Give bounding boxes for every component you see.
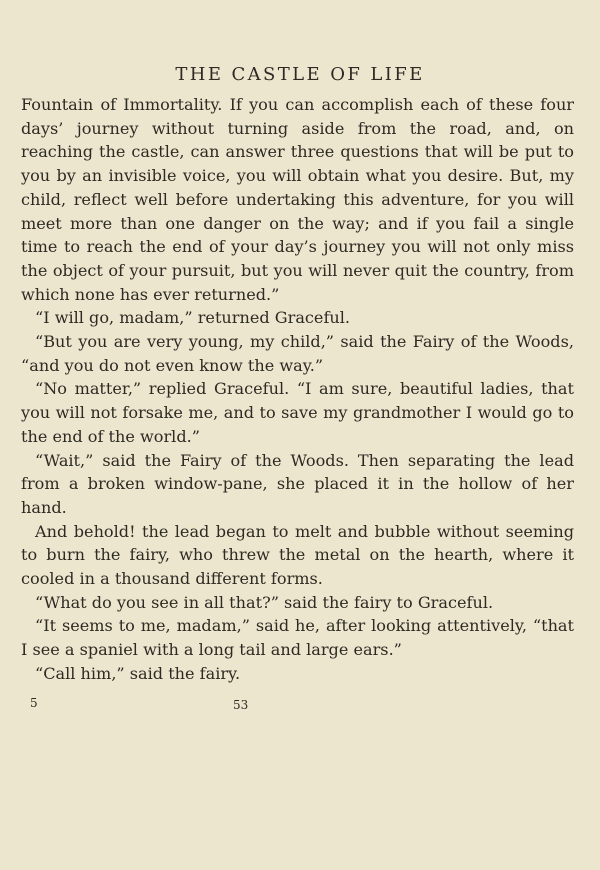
- paragraph: And behold! the lead began to melt and bubble without seeming to burn the fairy, who threw the metal on the hearth, where it cooled in a thousand different forms.: [21, 521, 574, 589]
- paragraph: “What do you see in all that?” said the fairy to Graceful.: [35, 592, 494, 612]
- paragraph: Fountain of Immortality. If you can accomplish each of these four days’ journey without turning aside from the road, and, on reaching the castle, can answer three questions that will be put to you by an invisible voice, you will obtain what you desire. But, my child, reflect well before undertaking this adventure, for you will meet more than one danger on the way; and if you fail a single time to reach the end of your day’s journey you will not only miss the object of your pursuit, but you will never quit the country, from which none has ever returned.”: [21, 95, 574, 304]
- page-body: [21, 93, 574, 686]
- paragraph: “No matter,” replied Graceful. “I am sure, beautiful ladies, that you will not forsake me, and to save my grandmother I would go to the end of the world.”: [21, 379, 574, 446]
- paragraph: “It seems to me, madam,” said he, after looking attentively, “that I see a spaniel with a long tail and large ears.”: [21, 616, 574, 660]
- paragraph: “Wait,” said the Fairy of the Woods. Then separating the lead from a broken window-pane, she placed it in the hollow of her hand.: [21, 450, 574, 517]
- page-footer: [0, 696, 600, 716]
- signature-mark: 5: [30, 696, 38, 710]
- running-title: THE CASTLE OF LIFE: [175, 64, 425, 85]
- page-number: 53: [233, 698, 249, 712]
- paragraph: “I will go, madam,” returned Graceful.: [35, 308, 351, 328]
- paragraph: “But you are very young, my child,” said the Fairy of the Woods, “and you do not even know the way.”: [21, 332, 574, 375]
- paragraph: “Call him,” said the fairy.: [35, 663, 241, 683]
